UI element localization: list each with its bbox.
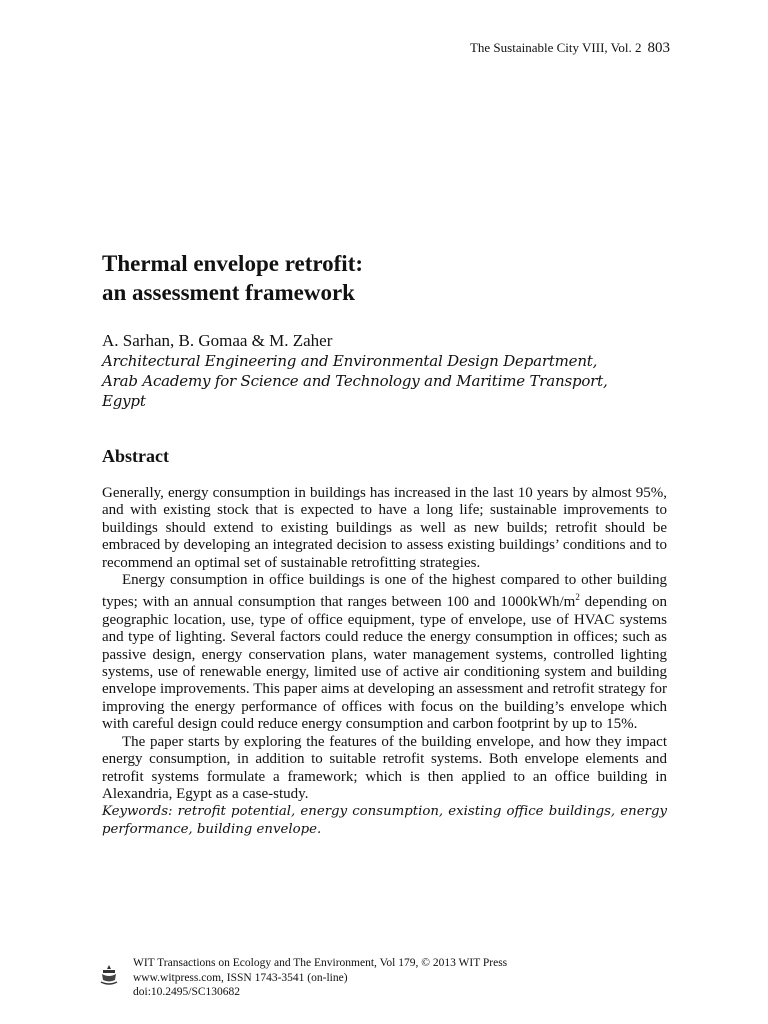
footer-line-2: www.witpress.com, ISSN 1743-3541 (on-line) [133,971,348,984]
page-number: 803 [647,40,670,56]
footer-doi: doi:10.2495/SC130682 [133,986,241,998]
affiliation-line-1: Architectural Engineering and Environmental Design Department, [102,352,598,370]
keywords: Keywords: retrofit potential, energy consumption, existing office buildings, energy performance, building envelope. [102,804,667,837]
affiliation-line-2: Arab Academy for Science and Technology and Maritime Transport, [102,372,608,390]
abstract-body [102,485,667,838]
title-line-2: an assessment framework [102,280,355,305]
footer [133,956,507,1000]
abstract-paragraph-2 [102,572,667,734]
journal-title: The Sustainable City VIII, Vol. 2 [469,40,642,55]
wit-press-logo-icon [100,964,118,986]
paper-title [102,249,363,307]
abstract-paragraph-2-part-a: Energy consumption in office buildings is one of the highest compared to other building types; with an annual consumption that ranges between 100 and 1000kWh/m [102,572,667,611]
abstract-heading: Abstract [102,446,169,466]
abstract-paragraph-1: Generally, energy consumption in buildings has increased in the last 10 years by almost 95%, and with existing stock that is expected to have a long life; sustainable improvements to buildings should extend to existing buildings as well as new builds; retrofit should be embraced by developing an integrated decision to assess existing buildings’ conditions and to recommend an optimal set of sustainable retrofitting strategies. [102,485,667,571]
footer-line-1: WIT Transactions on Ecology and The Environment, Vol 179, © 2013 WIT Press [133,957,508,969]
running-header [470,40,670,57]
abstract-paragraph-3: The paper starts by exploring the features of the building envelope, and how they impact energy consumption, in addition to suitable retrofit systems. Both envelope elements and retrofit systems formulate a framework; which is then applied to an office building in Alexandria, Egypt as a case-study. [102,733,667,802]
affiliation-line-3: Egypt [102,392,146,410]
title-line-1: Thermal envelope retrofit: [102,251,364,276]
superscript: 2 [575,592,580,603]
abstract-paragraph-2-part-b: depending on geographic location, use, type of office equipment, type of envelope, use of HVAC systems and type of lighting. Several factors could reduce the energy consumption in offices; such as passive design, energy conservation plans, water management systems, controlled lighting systems, use of renewable energy, limited use of active air conditioning system and building envelope improvements. This paper aims at developing an assessment and retrofit strategy for improving the energy performance of offices with focus on the building’s envelope which with careful design could reduce energy consumption and carbon footprint by up to 15%. [102,594,667,733]
affiliation [102,351,608,411]
authors: A. Sarhan, B. Gomaa & M. Zaher [102,331,333,350]
